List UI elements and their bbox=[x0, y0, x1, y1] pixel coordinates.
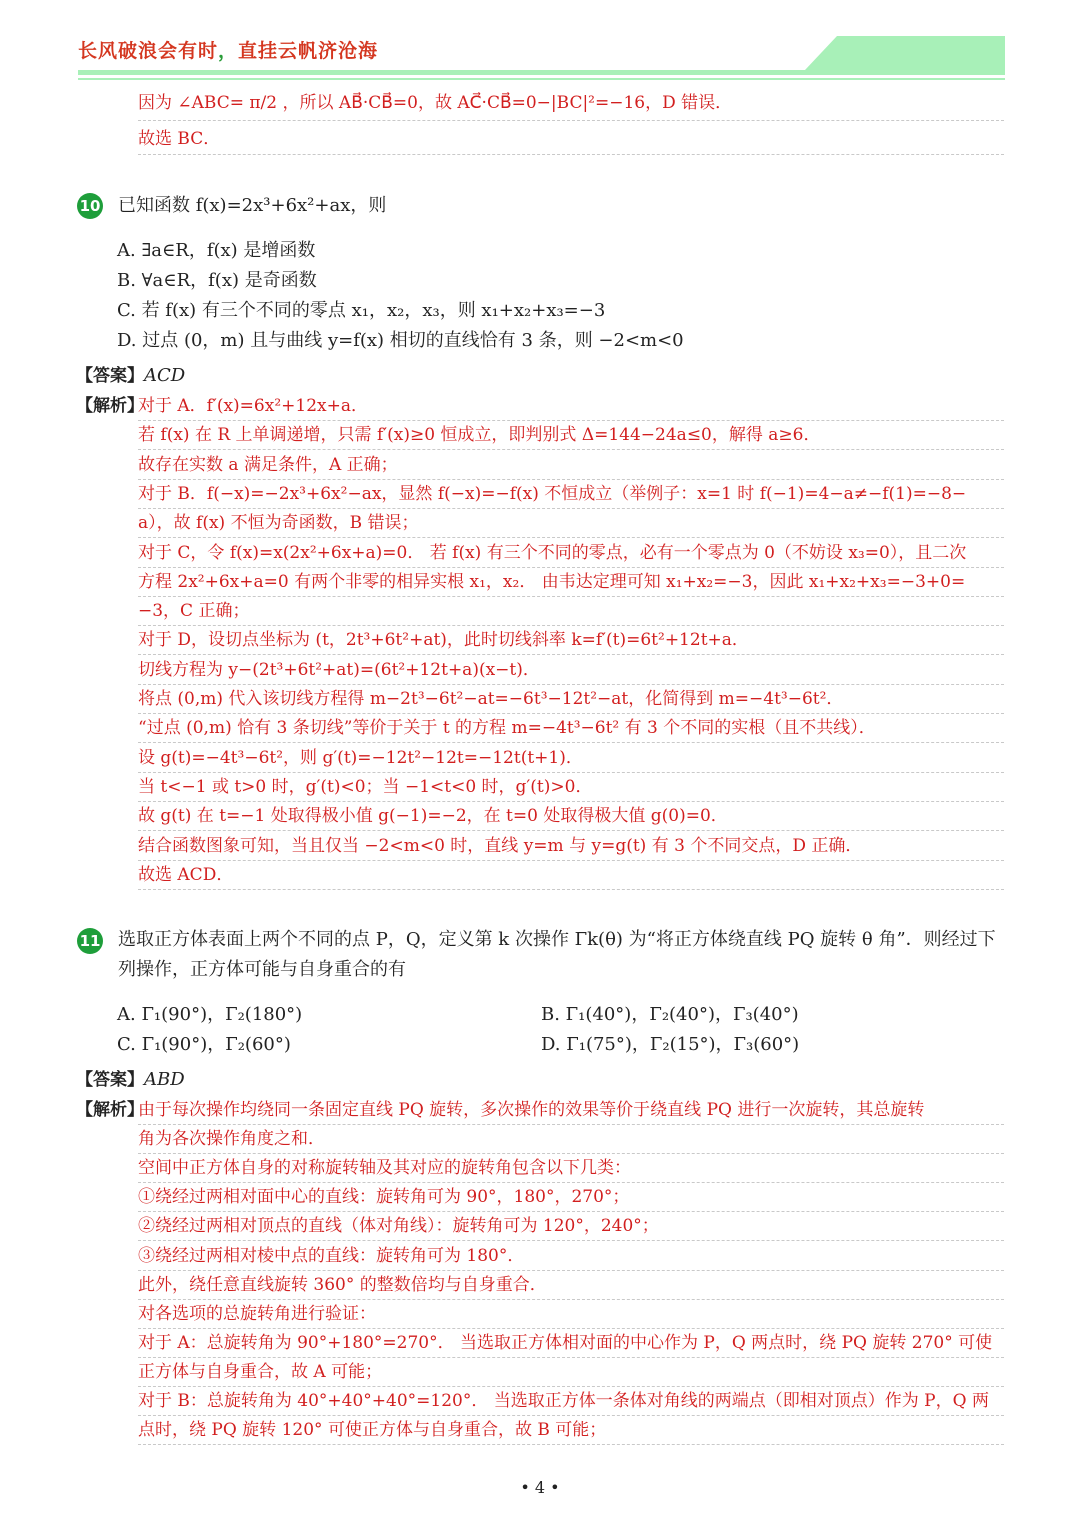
answer-row bbox=[76, 362, 185, 390]
analysis-line: ①绕经过两相对面中心的直线：旋转角可为 90°，180°，270°； bbox=[138, 1183, 1004, 1212]
analysis-line: 对于 B：总旋转角为 40°+40°+40°=120°． 当选取正方体一条体对角线的两端点（即相对顶点）作为 P，Q 两 bbox=[138, 1387, 1004, 1416]
analysis-line: 点时，绕 PQ 旋转 120° 可使正方体与自身重合，故 B 可能； bbox=[138, 1416, 1004, 1445]
answer-label: 【答案】 bbox=[76, 1070, 144, 1090]
option-c: C. 若 f(x) 有三个不同的零点 x₁，x₂，x₃，则 x₁+x₂+x₃=−3 bbox=[117, 300, 606, 321]
analysis-line: 设 g(t)=−4t³−6t²，则 g′(t)=−12t²−12t=−12t(t+1)． bbox=[138, 744, 1004, 773]
motto-part2: 直挂云帆济沧海 bbox=[238, 40, 379, 62]
analysis-line: ②绕经过两相对顶点的直线（体对角线）：旋转角可为 120°，240°； bbox=[138, 1212, 1004, 1241]
answer-value: ABD bbox=[144, 1069, 185, 1090]
analysis-line: ③绕经过两相对棱中点的直线：旋转角可为 180°． bbox=[138, 1242, 1004, 1271]
motto-part1: 长风破浪会有时 bbox=[78, 40, 219, 62]
header-rule-thin bbox=[78, 78, 1005, 80]
analysis-line: 对于 A：总旋转角为 90°+180°=270°． 当选取正方体相对面的中心作为 P，Q 两点时，绕 PQ 旋转 270° 可使 bbox=[138, 1329, 1004, 1358]
header-green-band bbox=[805, 36, 1005, 70]
analysis-label: 【解析】 bbox=[76, 1100, 144, 1120]
question-stem: 列操作，正方体可能与自身重合的有 bbox=[118, 959, 406, 980]
analysis-line: 故存在实数 a 满足条件，A 正确； bbox=[138, 451, 1004, 480]
option-b: B. Γ₁(40°)，Γ₂(40°)，Γ₃(40°) bbox=[541, 1004, 799, 1025]
analysis-line: a），故 f(x) 不恒为奇函数，B 错误； bbox=[138, 509, 1004, 538]
analysis-line: 对各选项的总旋转角进行验证： bbox=[138, 1300, 1004, 1329]
analysis-line: 角为各次操作角度之和． bbox=[138, 1125, 1004, 1154]
analysis-line: 结合函数图象可知，当且仅当 −2<m<0 时，直线 y=m 与 y=g(t) 有 3 个不同交点，D 正确． bbox=[138, 832, 1004, 861]
question-stem: 已知函数 f(x)=2x³+6x²+ax，则 bbox=[118, 195, 387, 216]
analysis-line: 切线方程为 y−(2t³+6t²+at)=(6t²+12t+a)(x−t)． bbox=[138, 656, 1004, 685]
analysis-line: 正方体与自身重合，故 A 可能； bbox=[138, 1358, 1004, 1387]
analysis-label: 【解析】 bbox=[76, 396, 144, 416]
question-number-badge: 11 bbox=[77, 928, 103, 954]
analysis-line: 若 f(x) 在 R 上单调递增，只需 f′(x)≥0 恒成立，即判别式 Δ=144−24a≤0，解得 a≥6． bbox=[138, 421, 1004, 450]
option-d: D. Γ₁(75°)，Γ₂(15°)，Γ₃(60°) bbox=[541, 1034, 800, 1055]
page-header bbox=[78, 30, 1005, 82]
header-motto bbox=[78, 36, 378, 63]
motto-separator: ， bbox=[218, 40, 239, 62]
prev-analysis-line: 故选 BC． bbox=[138, 124, 1004, 155]
answer-row bbox=[76, 1066, 185, 1094]
header-rule-thick bbox=[78, 70, 1005, 75]
option-a: A. ∃a∈R，f(x) 是增函数 bbox=[117, 240, 316, 261]
analysis-line: 对于 A．f′(x)=6x²+12x+a． bbox=[138, 392, 1004, 421]
prev-analysis-line: 因为 ∠ABC= π/2 ，所以 AB⃗·CB⃗=0，故 AC⃗·CB⃗=0−|BC|²=−16，D 错误． bbox=[138, 88, 1004, 121]
analysis-line: 当 t<−1 或 t>0 时，g′(t)<0；当 −1<t<0 时，g′(t)>0． bbox=[138, 773, 1004, 802]
question-number-badge: 10 bbox=[77, 193, 103, 219]
page-number: • 4 • bbox=[520, 1478, 560, 1497]
analysis-line: −3，C 正确； bbox=[138, 597, 1004, 626]
analysis-line: 对于 C，令 f(x)=x(2x²+6x+a)=0． 若 f(x) 有三个不同的零点，必有一个零点为 0（不妨设 x₃=0），且二次 bbox=[138, 539, 1004, 568]
analysis-line: “过点 (0,m) 恰有 3 条切线”等价于关于 t 的方程 m=−4t³−6t² 有 3 个不同的实根（且不共线）． bbox=[138, 714, 1004, 743]
analysis-line: 故选 ACD． bbox=[138, 861, 1004, 890]
question-stem: 选取正方体表面上两个不同的点 P，Q，定义第 k 次操作 Γk(θ) 为“将正方体绕直线 PQ 旋转 θ 角”．则经过下 bbox=[118, 929, 996, 950]
answer-label: 【答案】 bbox=[76, 366, 144, 386]
analysis-line: 将点 (0,m) 代入该切线方程得 m−2t³−6t²−at=−6t³−12t²−at，化简得到 m=−4t³−6t²． bbox=[138, 685, 1004, 714]
analysis-line: 故 g(t) 在 t=−1 处取得极小值 g(−1)=−2，在 t=0 处取得极大值 g(0)=0． bbox=[138, 802, 1004, 831]
option-b: B. ∀a∈R，f(x) 是奇函数 bbox=[117, 270, 317, 291]
analysis-line: 对于 B．f(−x)=−2x³+6x²−ax，显然 f(−x)=−f(x) 不恒成立（举例子：x=1 时 f(−1)=4−a≠−f(1)=−8− bbox=[138, 480, 1004, 509]
option-d: D. 过点 (0，m) 且与曲线 y=f(x) 相切的直线恰有 3 条，则 −2<m<0 bbox=[117, 330, 684, 351]
analysis-line: 对于 D，设切点坐标为 (t，2t³+6t²+at)，此时切线斜率 k=f′(t)=6t²+12t+a． bbox=[138, 626, 1004, 655]
answer-value: ACD bbox=[144, 365, 186, 386]
option-a: A. Γ₁(90°)，Γ₂(180°) bbox=[117, 1004, 303, 1025]
analysis-line: 方程 2x²+6x+a=0 有两个非零的相异实根 x₁，x₂． 由韦达定理可知 x₁+x₂=−3，因此 x₁+x₂+x₃=−3+0= bbox=[138, 568, 1004, 597]
option-c: C. Γ₁(90°)，Γ₂(60°) bbox=[117, 1034, 291, 1055]
analysis-line: 空间中正方体自身的对称旋转轴及其对应的旋转角包含以下几类： bbox=[138, 1154, 1004, 1183]
analysis-line: 此外，绕任意直线旋转 360° 的整数倍均与自身重合． bbox=[138, 1271, 1004, 1300]
analysis-line: 由于每次操作均绕同一条固定直线 PQ 旋转，多次操作的效果等价于绕直线 PQ 进行一次旋转，其总旋转 bbox=[138, 1096, 1004, 1125]
